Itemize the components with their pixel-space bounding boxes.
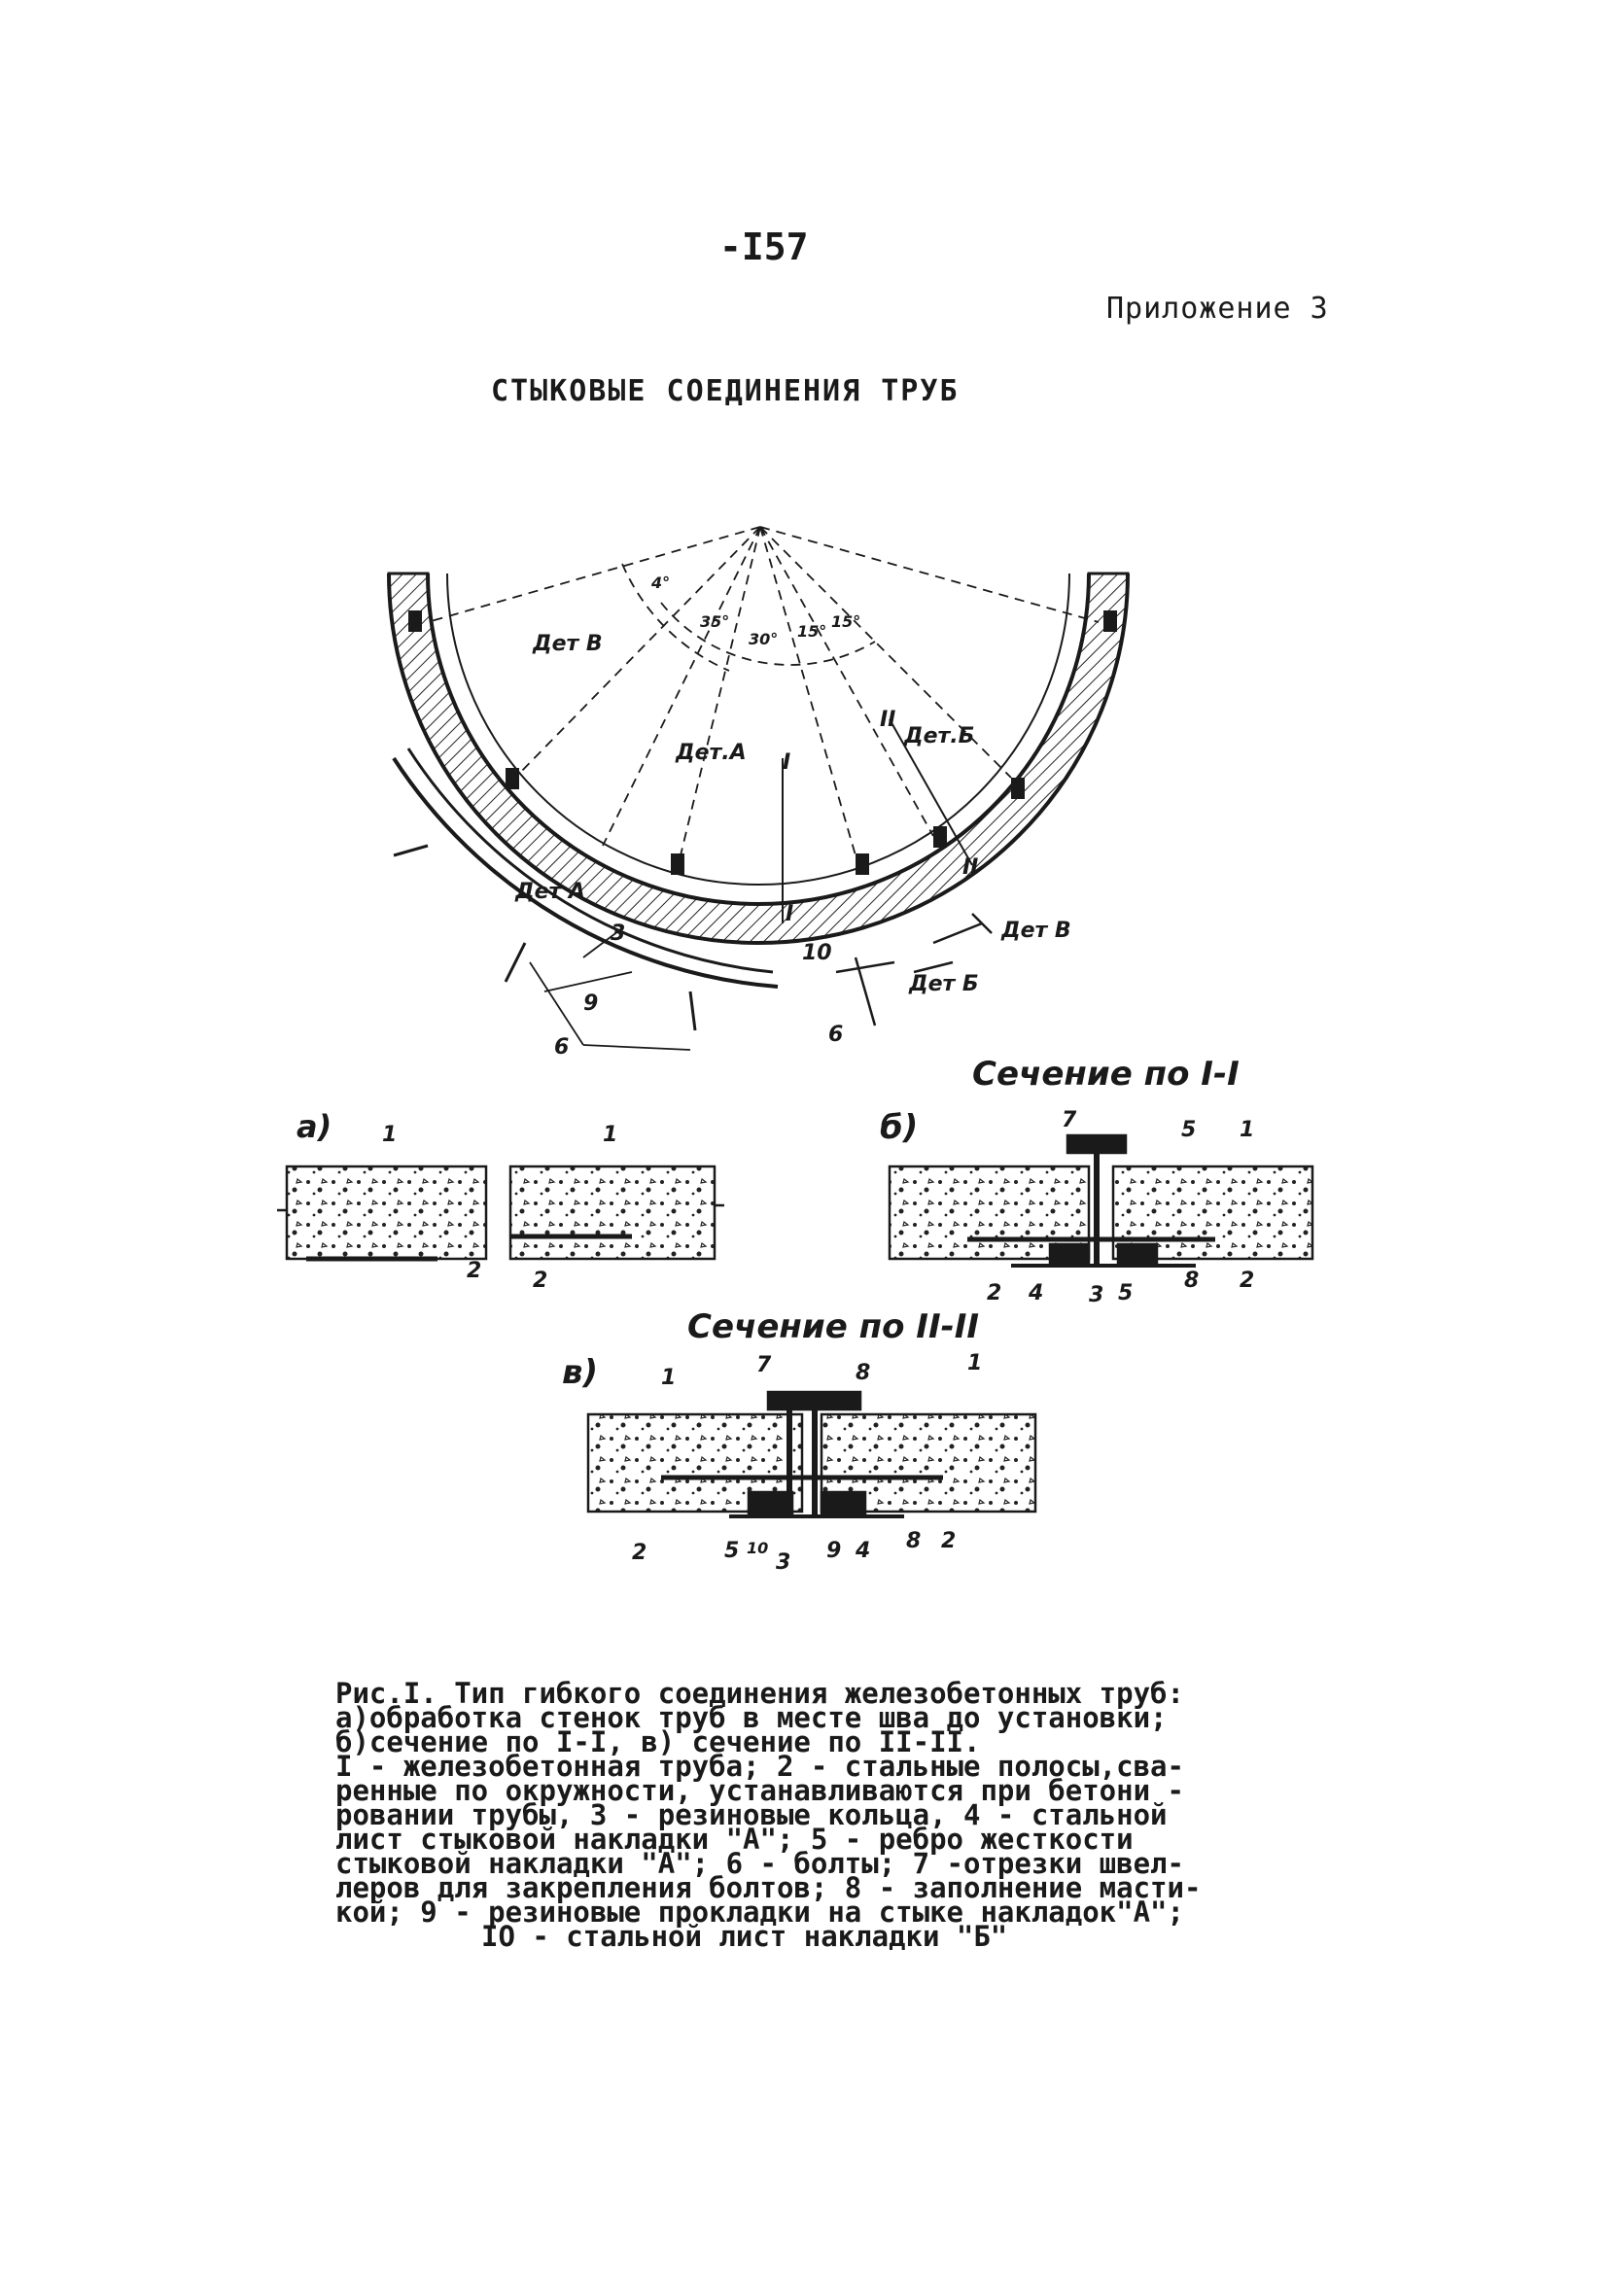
part-number: 3 [776, 1550, 791, 1575]
subfigure-b-label: б) [880, 1108, 919, 1147]
part-number: 1 [1240, 1118, 1255, 1142]
part-number: 7 [1062, 1108, 1077, 1132]
callout-6: 6 [554, 1035, 570, 1060]
part-number: 1 [661, 1366, 677, 1390]
part-number: 8 [856, 1361, 871, 1385]
label-det-v-bottom: Дет В [1001, 919, 1071, 943]
caption-line: IO - стальной лист накладки "Б" [481, 1920, 1008, 1953]
caption-line: Рис.I. Тип гибкого соединения железобетонных труб: [335, 1677, 1184, 1710]
part-number: 3 [1089, 1283, 1104, 1307]
caption-line: ренные по окружности, устанавливаются при бетони - [335, 1774, 1184, 1807]
section-1-title: Сечение по I-I [972, 1055, 1240, 1094]
part-number: 2 [987, 1281, 1002, 1305]
appendix-label: Приложение 3 [1106, 292, 1329, 326]
part-number: 2 [533, 1269, 548, 1293]
angle-label: 15° [797, 622, 827, 641]
caption-line: леров для закрепления болтов; 8 - заполнение масти- [335, 1871, 1202, 1904]
part-number: 4 [1029, 1281, 1044, 1305]
callout-6b: 6 [828, 1023, 844, 1047]
part-number: 8 [906, 1529, 922, 1553]
part-number: 5 [724, 1539, 740, 1563]
pipe-half-ring [389, 574, 1128, 943]
part-number: 1 [603, 1123, 618, 1147]
part-number: 2 [941, 1529, 957, 1553]
section-a-drawing [277, 1166, 724, 1259]
part-number: 2 [632, 1541, 647, 1565]
label-det-b-top: Дет.Б [904, 724, 975, 748]
section-v-drawing [588, 1392, 1035, 1516]
label-det-a-top: Дет.А [676, 741, 747, 765]
label-det-v-top: Дет В [533, 632, 603, 656]
part-number: 1 [967, 1351, 983, 1375]
part-number: 10 [747, 1539, 769, 1557]
figure-caption [335, 1677, 1356, 1953]
caption-line: I - железобетонная труба; 2 - стальные полосы,сва- [335, 1750, 1184, 1783]
part-number: 7 [756, 1353, 772, 1377]
marker-I-bottom: I [786, 902, 794, 926]
angle-label: 35° [700, 612, 730, 631]
label-det-b-bottom: Дет Б [909, 972, 979, 996]
caption-line: б)сечение по I-I, в) сечение по II-II. [335, 1725, 981, 1758]
caption-line: а)обработка стенок труб в месте шва до установки; [335, 1701, 1168, 1734]
marker-I-top: I [783, 750, 791, 775]
marker-II-bottom: II [962, 855, 979, 880]
part-number: 5 [1118, 1281, 1134, 1305]
label-det-a-bottom: Дет А [515, 880, 585, 904]
page-number: -I57 [719, 226, 809, 268]
caption-line: стыковой накладки "А"; 6 - болты; 7 -отрезки швел- [335, 1847, 1184, 1880]
section-b-drawing [890, 1135, 1312, 1266]
page-title: СТЫКОВЫЕ СОЕДИНЕНИЯ ТРУБ [491, 374, 960, 408]
callout-3: 3 [611, 922, 626, 946]
part-number: 8 [1184, 1269, 1200, 1293]
part-number: 2 [467, 1259, 482, 1283]
section-2-title: Сечение по II-II [687, 1307, 980, 1346]
part-number: 5 [1181, 1118, 1197, 1142]
caption-line: кой; 9 - резиновые прокладки на стыке накладок"А"; [335, 1896, 1184, 1929]
subfigure-v-label: в) [562, 1353, 599, 1392]
angle-label: 30° [749, 630, 779, 648]
part-number: 4 [856, 1539, 871, 1563]
marker-II-top: II [880, 708, 896, 732]
angle-label: 4° [651, 574, 671, 592]
part-number: 9 [826, 1539, 842, 1563]
callout-10: 10 [802, 941, 832, 965]
angle-label: 15° [831, 612, 861, 631]
caption-line: лист стыковой накладки "А"; 5 - ребро жесткости [335, 1823, 1134, 1856]
callout-9: 9 [583, 991, 599, 1016]
subfigure-a-label: а) [297, 1108, 332, 1145]
caption-line: ровании трубы, 3 - резиновые кольца, 4 - стальной [335, 1798, 1168, 1831]
part-number: 1 [382, 1123, 398, 1147]
part-number: 2 [1240, 1269, 1255, 1293]
